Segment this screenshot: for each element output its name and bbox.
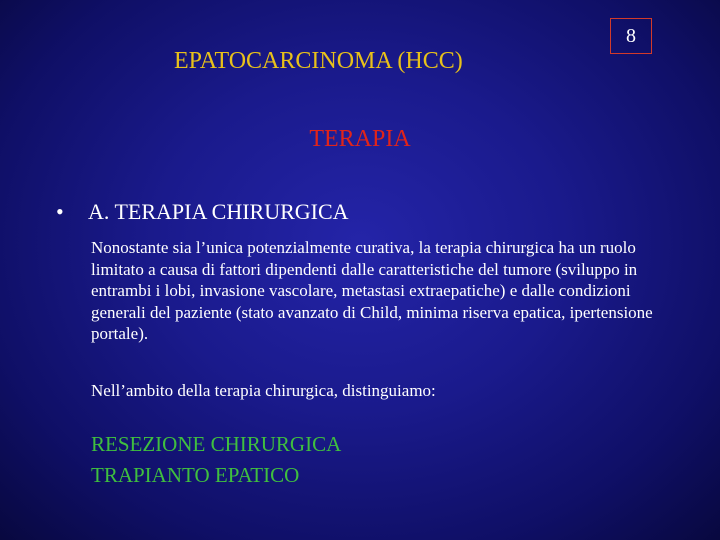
body-paragraph: Nonostante sia l’unica potenzialmente curativa, la terapia chirurgica ha un ruolo limitato a causa di fattori dipendenti dalle caratteristiche del tumore (sviluppo in entrambi i lobi, invasione vascolare, metastasi extraepatiche) e dalle condizioni generali del paziente (stato avanzato di Child, minima riserva epatica, ipertensione portale). [91,238,653,343]
bullet-item [56,198,349,226]
section-heading: TERAPIA [309,126,411,152]
bullet-icon: • [56,199,64,224]
option-transplant: TRAPIANTO EPATICO [91,463,300,487]
slide-title: EPATOCARCINOMA (HCC) [174,48,463,74]
bullet-heading: A. TERAPIA CHIRURGICA [88,199,349,224]
option-resection: RESEZIONE CHIRURGICA [91,432,342,456]
page-number-box: 8 [610,18,652,54]
intro-text: Nell’ambito della terapia chirurgica, distinguiamo: [91,381,436,400]
